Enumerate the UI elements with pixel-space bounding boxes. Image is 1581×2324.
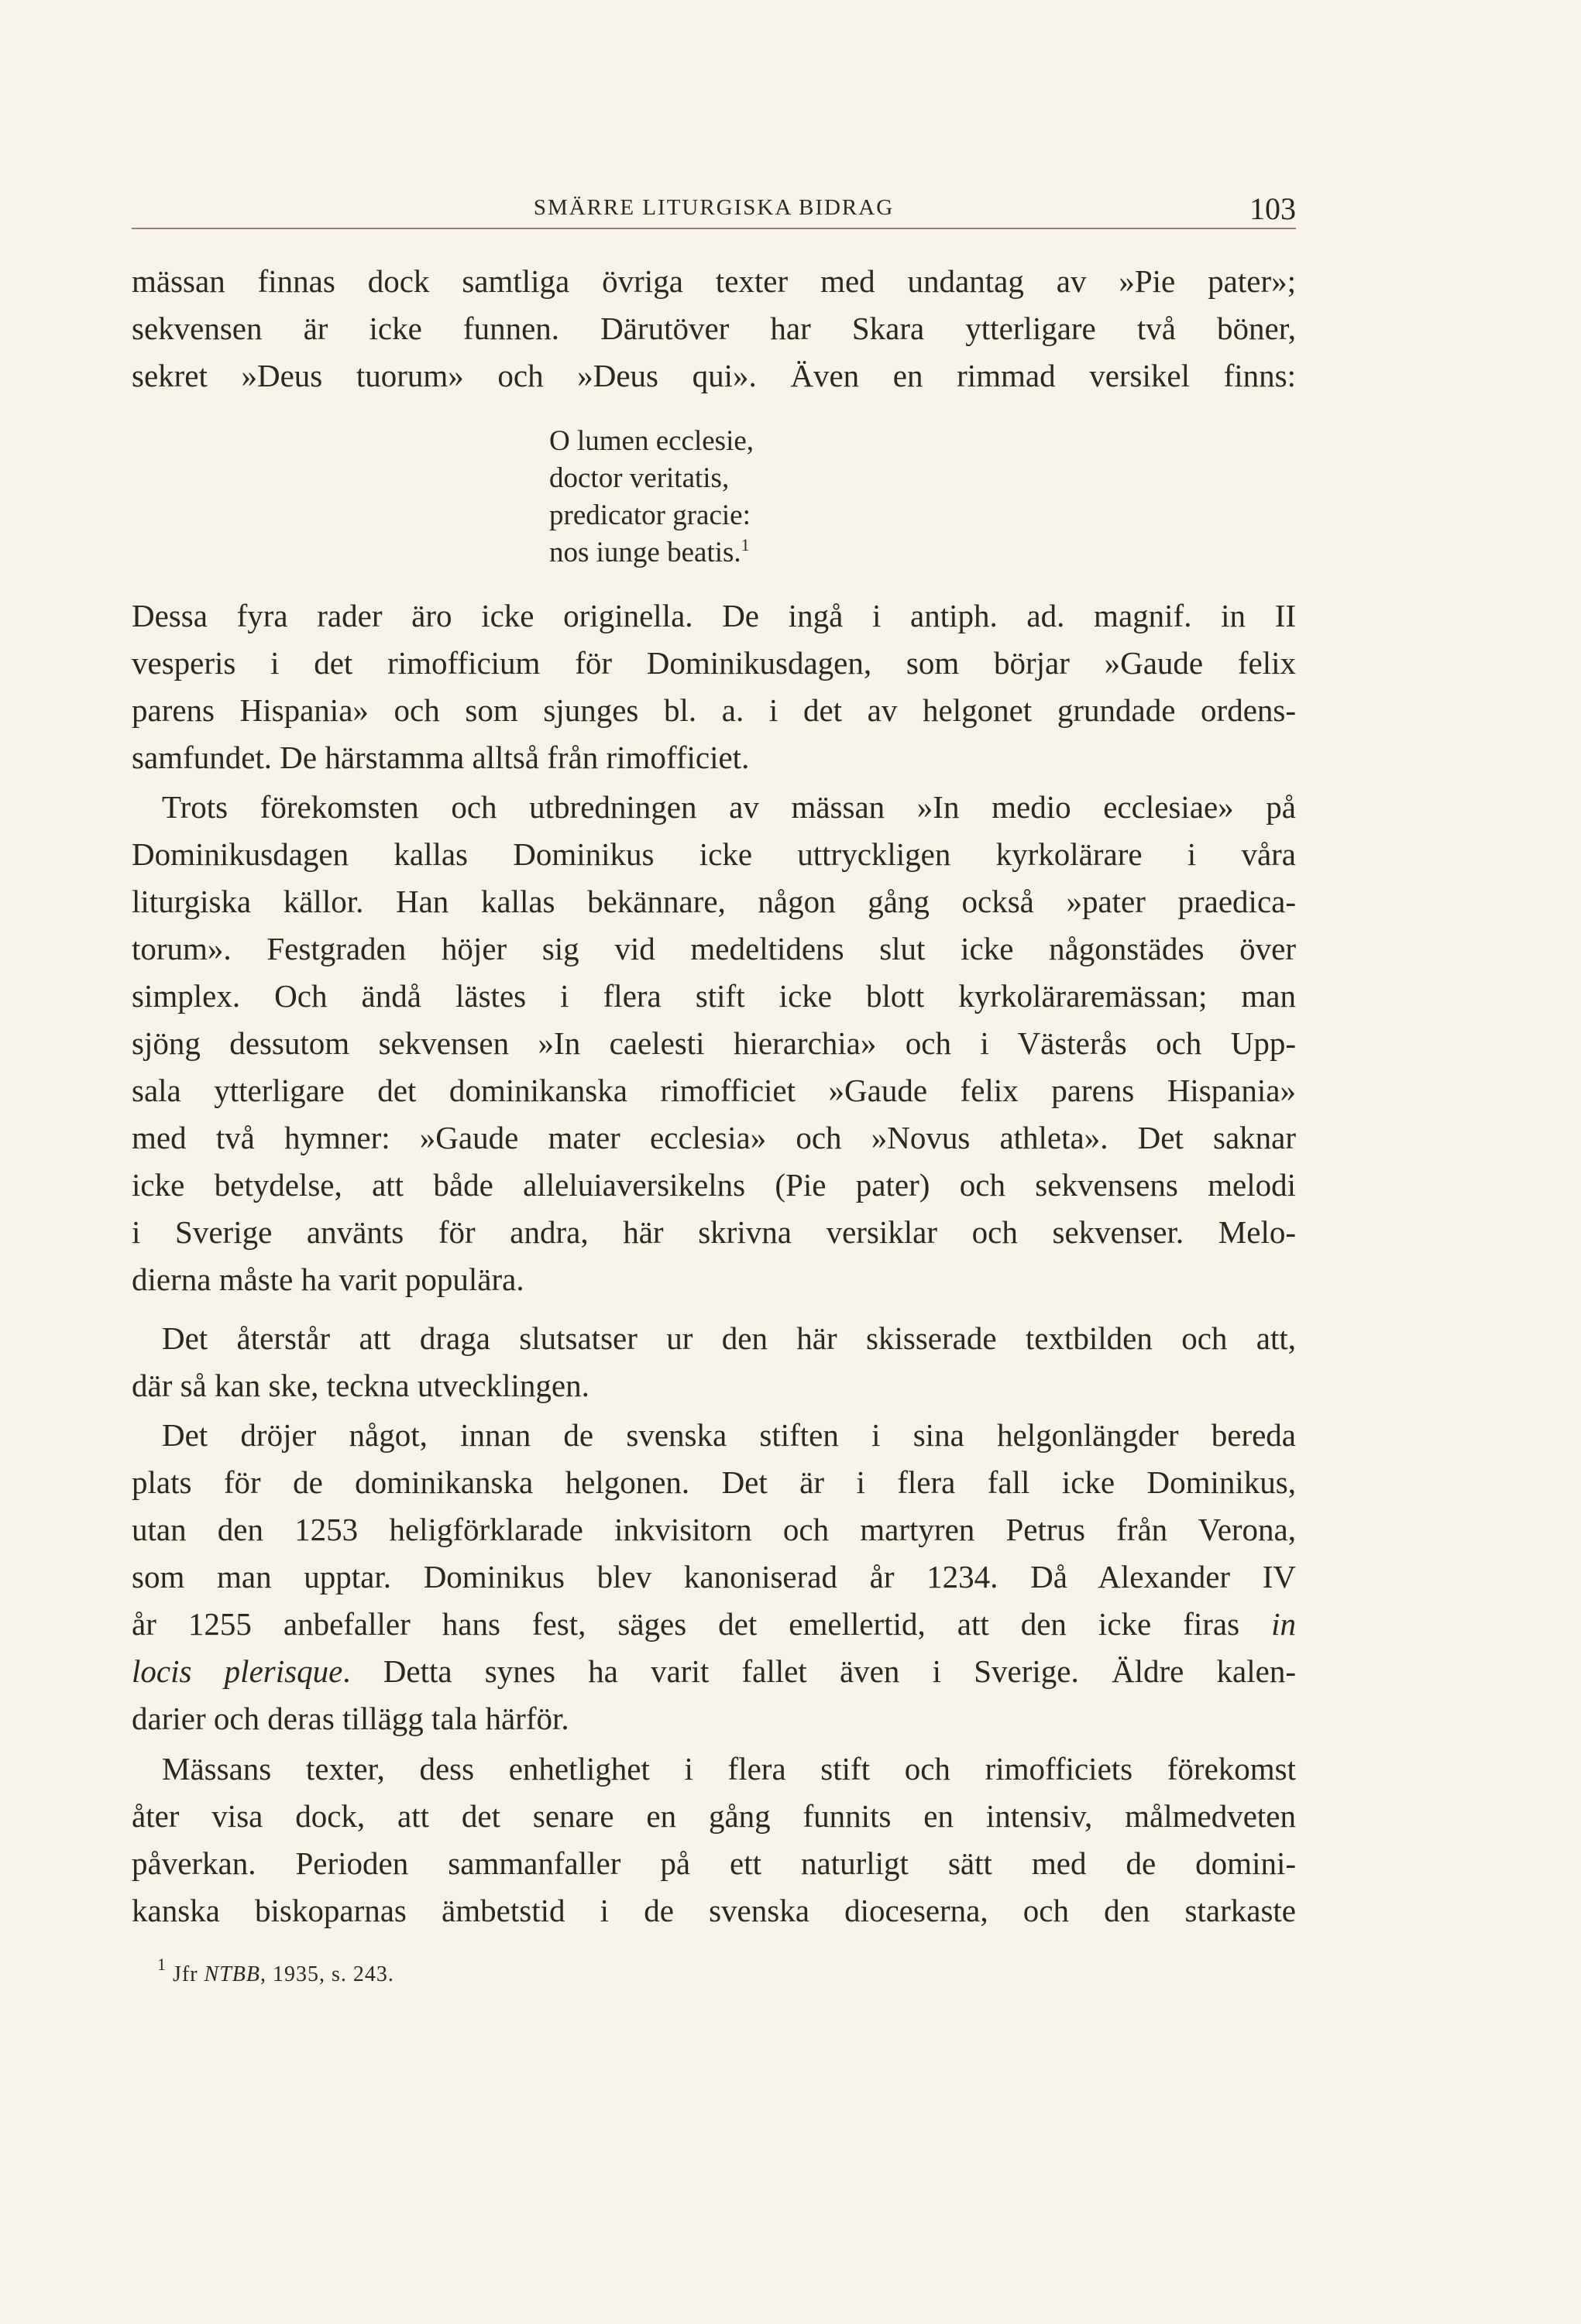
text-line: Dessa fyra rader äro icke originella. De ingå i antiph. ad. magnif. in II — [132, 598, 1296, 633]
text-line: Det dröjer något, innan de svenska stiften i sina helgonlängder bereda — [162, 1417, 1296, 1453]
footnote-ref: 1 — [741, 535, 750, 554]
text-line — [132, 1601, 1296, 1647]
text-line: dierna måste ha varit populära. — [132, 1262, 524, 1297]
text-span: . Detta synes ha varit fallet även i Sverige. Äldre kalen- — [342, 1653, 1296, 1689]
footnote — [157, 1952, 394, 1998]
verse-line: doctor veritatis, — [549, 462, 730, 494]
text-line: åter visa dock, att det senare en gång funnits en intensiv, målmedveten — [132, 1798, 1296, 1834]
italic-text: in — [1271, 1606, 1297, 1642]
footnote-pre: Jfr — [173, 1962, 204, 1986]
italic-text: locis plerisque — [132, 1653, 343, 1689]
text-line: sala ytterligare det dominikanska rimofficiet »Gaude felix parens Hispania» — [132, 1073, 1296, 1108]
text-line: i Sverige använts för andra, här skrivna versiklar och sekvenser. Melo- — [132, 1214, 1296, 1250]
text-line: Trots förekomsten och utbredningen av mässan »In medio ecclesiae» på — [162, 789, 1296, 825]
text-line: plats för de dominikanska helgonen. Det är i flera fall icke Dominikus, — [132, 1464, 1296, 1500]
text-line: sekret »Deus tuorum» och »Deus qui». Även en rimmad versikel finns: — [132, 358, 1296, 393]
text-line: Det återstår att draga slutsatser ur den här skisserade textbilden och att, — [162, 1320, 1296, 1356]
verse-text: nos iunge beatis. — [549, 537, 741, 568]
text-line: mässan finnas dock samtliga övriga texter med undantag av »Pie pater»; — [132, 263, 1296, 299]
text-line: utan den 1253 heligförklarade inkvisitorn och martyren Petrus från Verona, — [132, 1512, 1296, 1547]
text-line: Mässans texter, dess enhetlighet i flera stift och rimofficiets förekomst — [162, 1751, 1296, 1787]
text-line: icke betydelse, att både alleluiaversikelns (Pie pater) och sekvensens melodi — [132, 1167, 1296, 1203]
footnote-rest: , 1935, s. 243. — [260, 1962, 394, 1986]
text-line: kanska biskoparnas ämbetstid i de svenska dioceserna, och den starkaste — [132, 1893, 1296, 1928]
text-line — [132, 1648, 1296, 1694]
verse-line: O lumen ecclesie, — [549, 425, 754, 457]
text-line: darier och deras tillägg tala härför. — [132, 1701, 569, 1736]
text-line: samfundet. De härstamma alltså från rimofficiet. — [132, 740, 750, 775]
footnote-source: NTBB — [204, 1962, 261, 1986]
text-line: sjöng dessutom sekvensen »In caelesti hierarchia» och i Västerås och Upp- — [132, 1025, 1296, 1061]
text-line: parens Hispania» och som sjunges bl. a. i det av helgonet grundade ordens- — [132, 692, 1296, 728]
text-line: påverkan. Perioden sammanfaller på ett naturligt sätt med de domini- — [132, 1845, 1296, 1881]
running-title: SMÄRRE LITURGISKA BIDRAG — [533, 195, 895, 220]
text-line: där så kan ske, teckna utvecklingen. — [132, 1368, 589, 1403]
text-line: vesperis i det rimofficium för Dominikusdagen, som börjar »Gaude felix — [132, 645, 1296, 681]
page-number: 103 — [1249, 191, 1296, 226]
verse-line: predicator gracie: — [549, 499, 751, 531]
text-line: som man upptar. Dominikus blev kanoniserad år 1234. Då Alexander IV — [132, 1559, 1296, 1595]
footnote-marker: 1 — [157, 1955, 167, 1974]
text-line: med två hymner: »Gaude mater ecclesia» och »Novus athleta». Det saknar — [132, 1120, 1296, 1155]
text-line: Dominikusdagen kallas Dominikus icke uttryckligen kyrkolärare i våra — [132, 836, 1296, 872]
text-span: år 1255 anbefaller hans fest, säges det emellertid, att den icke firas — [132, 1606, 1240, 1642]
text-line: sekvensen är icke funnen. Därutöver har Skara ytterligare två böner, — [132, 311, 1296, 346]
text-line: liturgiska källor. Han kallas bekännare, någon gång också »pater praedica- — [132, 884, 1296, 919]
text-line: torum». Festgraden höjer sig vid medeltidens slut icke någonstädes över — [132, 931, 1296, 966]
verse-line — [549, 534, 750, 572]
text-line: simplex. Och ändå lästes i flera stift icke blott kyrkoläraremässan; man — [132, 978, 1296, 1014]
page-header — [132, 192, 1296, 229]
